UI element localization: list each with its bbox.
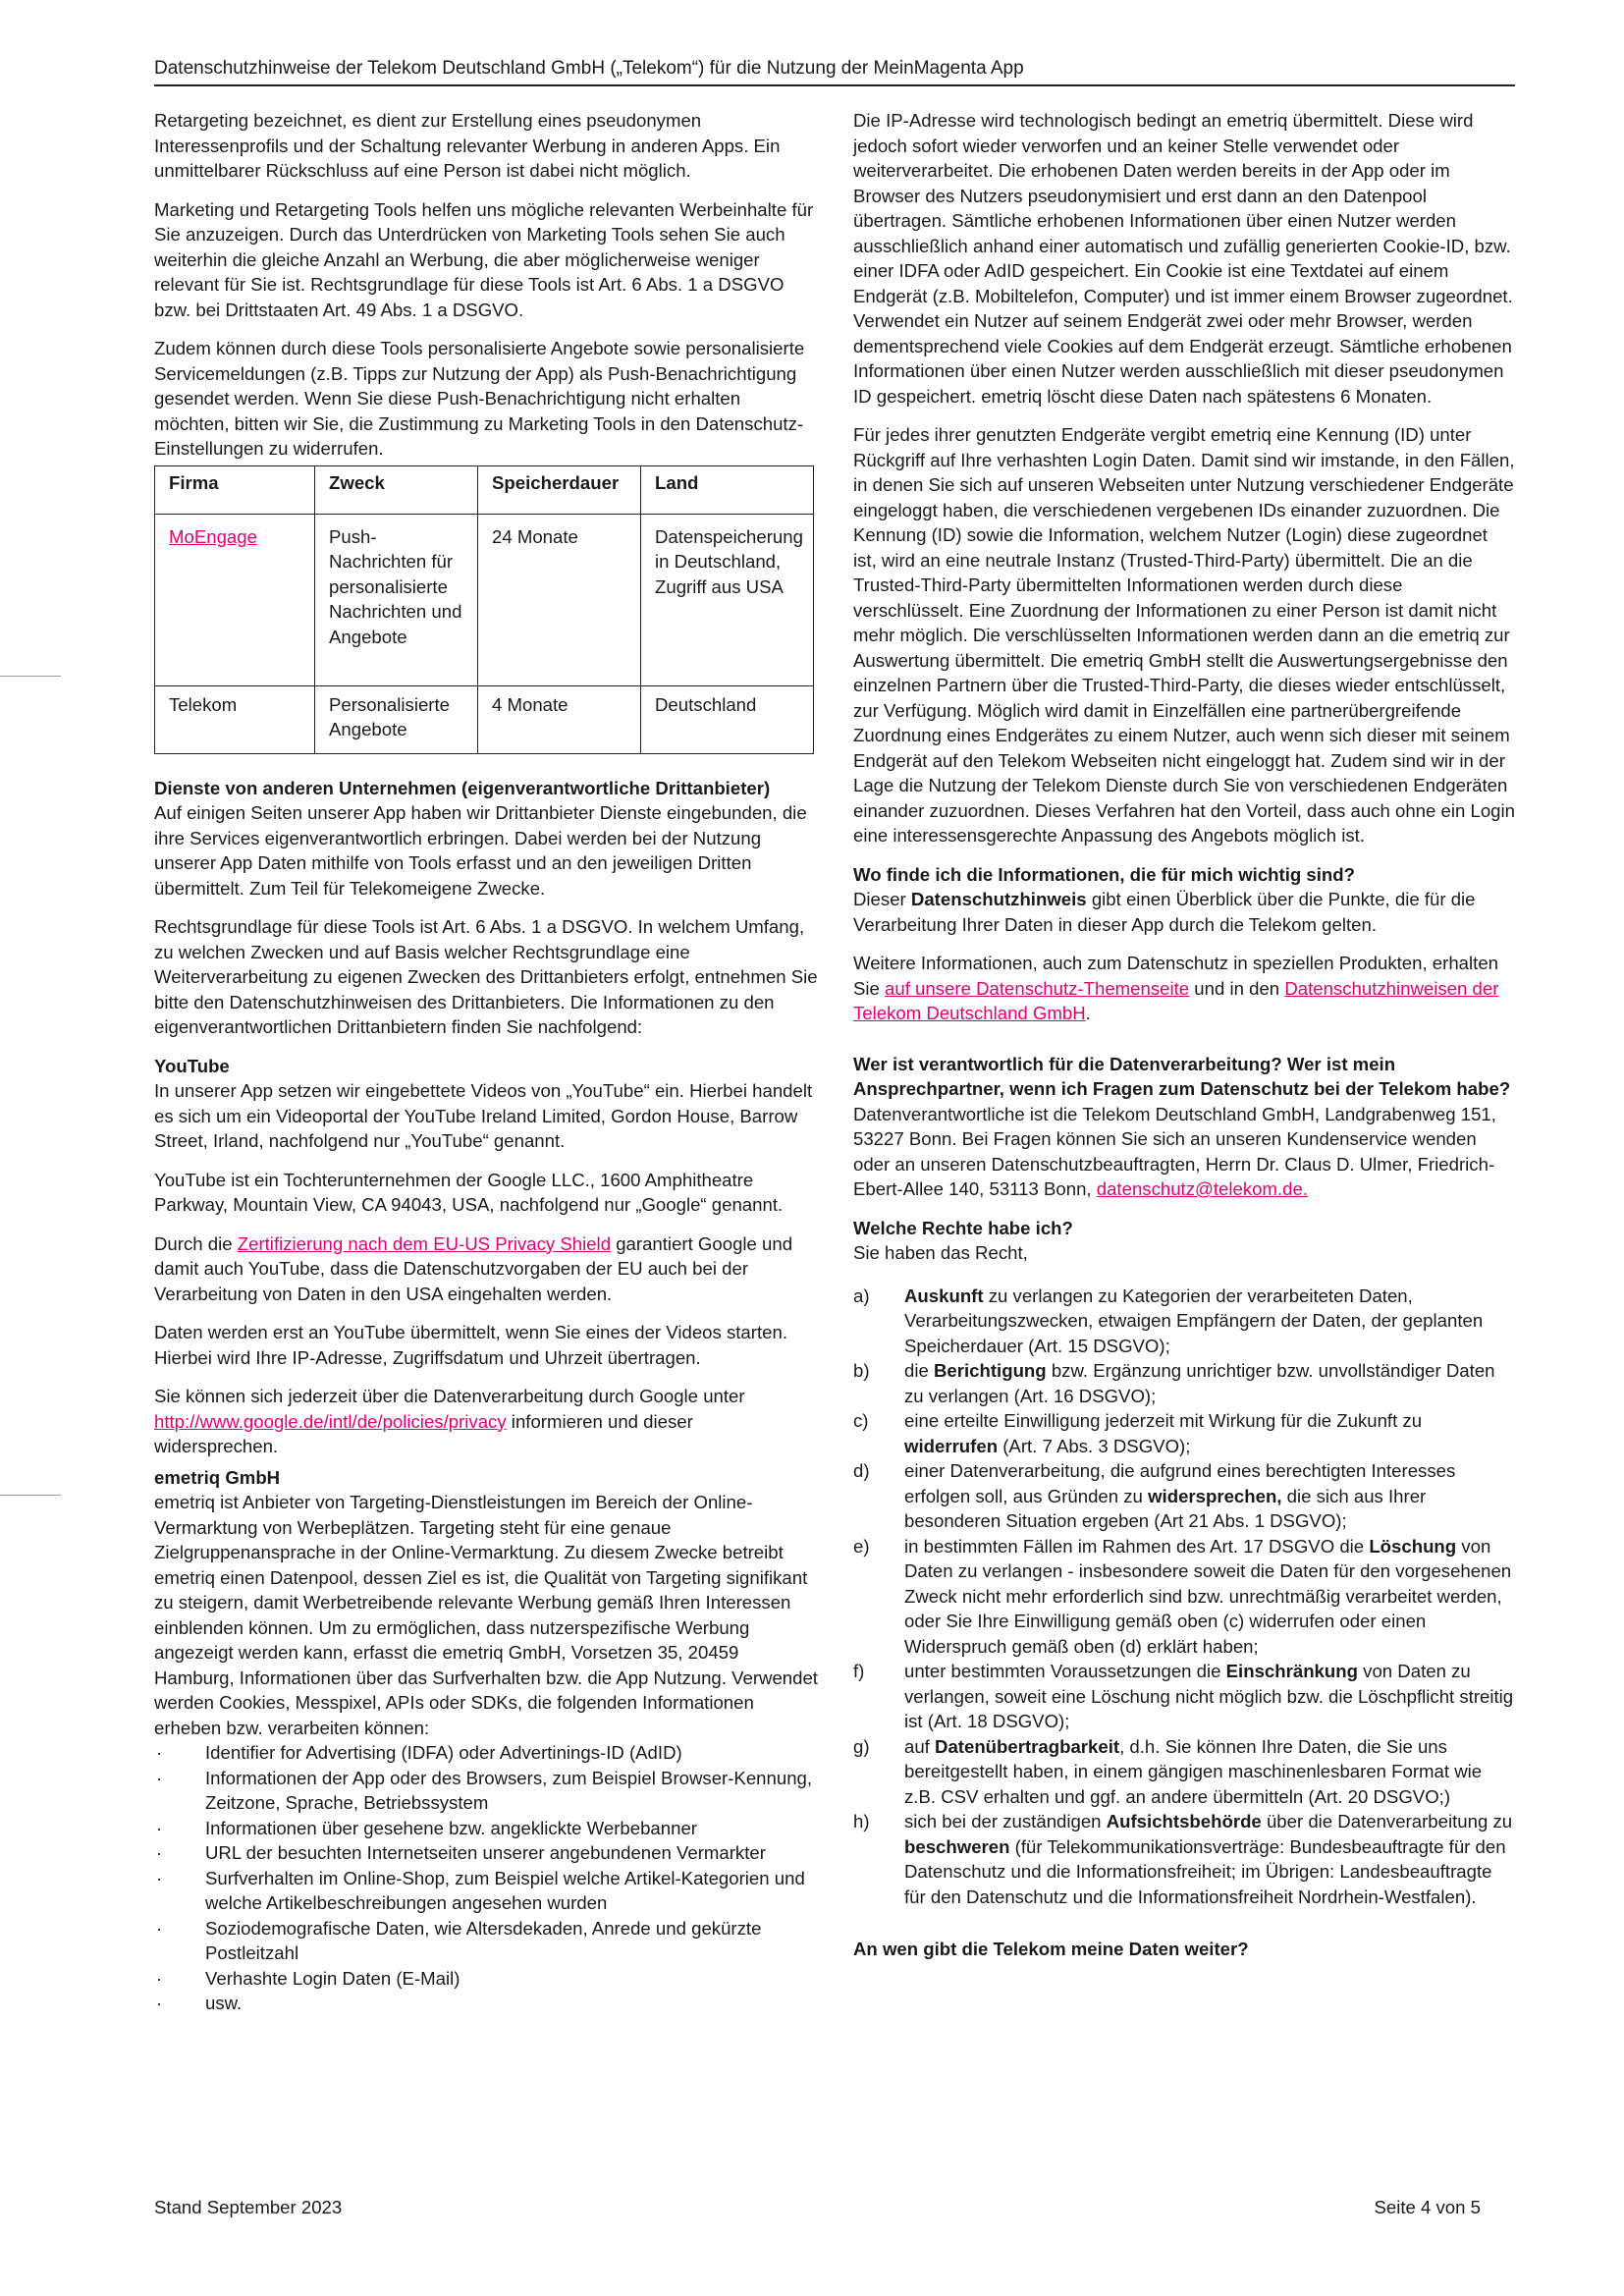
list-letter: g) bbox=[853, 1735, 870, 1757]
text: von Daten zu verlangen - insbesondere soweit die Daten für den vorgesehenen Zweck nicht mehr erforderlich sind bzw. unrechtmäßig verarbeitet werden, oder Sie Ihre Einwilligung gemäß oben (c) widerrufen oder einen Widerspruch gemäß oben (d) erklärt haben; bbox=[904, 1535, 1512, 1657]
table-cell: Personalisierte Angebote bbox=[315, 685, 478, 753]
list-item: · Surfverhalten im Online-Shop, zum Beispiel welche Artikel-Kategorien und welche Artikelbeschreibungen angesehen wurden bbox=[154, 1866, 818, 1916]
paragraph: Retargeting bezeichnet, es dient zur Erstellung eines pseudonymen Interessenprofils und der Schaltung relevanter Werbung in anderen Apps. Ein unmittelbarer Rückschluss auf eine Person ist dabei nicht möglich. bbox=[154, 110, 781, 181]
paragraph: emetriq ist Anbieter von Targeting-Dienstleistungen im Bereich der Online-Vermarktung von Werbeplätzen. Targeting steht für eine genaue Zielgruppenansprache in der Online-Vermarktung. Zu diesem Zwecke betreibt emetriq einen Datenpool, dessen Ziel es ist, die Qualität von Targeting signifikant zu steigern, damit Werbetreibende relevante Werbung gemäß Ihren Interessen einblenden können. Um zu ermöglichen, dass nutzerspezifische Werbung angezeigt werden kann, erfasst die emetriq GmbH, Vorsetzen 35, 20459 Hamburg, Informationen über das Surfverhalten bzw. die App Nutzung. Verwendet werden Cookies, Messpixel, APIs oder SDKs, die folgenden Informationen erheben bzw. verarbeiten können: bbox=[154, 1492, 818, 1738]
text: Weitere Informationen, auch zum Datenschutz in speziellen Produkten, erhalten Sie bbox=[853, 953, 1499, 999]
table-header-row bbox=[155, 465, 814, 514]
privacy-shield-link[interactable]: Zertifizierung nach dem EU-US Privacy Shield bbox=[237, 1232, 612, 1254]
table-cell: Push-Nachrichten für personalisierte Nachrichten und Angebote bbox=[315, 514, 478, 685]
paragraph: YouTube ist ein Tochterunternehmen der Google LLC., 1600 Amphitheatre Parkway, Mountain View, CA 94043, USA, nachfolgend nur „Google“ genannt. bbox=[154, 1169, 784, 1215]
page-header: Datenschutzhinweise der Telekom Deutschland GmbH („Telekom“) für die Nutzung der MeinMagenta App bbox=[154, 57, 1515, 86]
bold-text: Löschung bbox=[1369, 1535, 1457, 1557]
list-item: · Informationen der App oder des Browsers, zum Beispiel Browser-Kennung, Zeitzone, Sprache, Betriebssystem bbox=[154, 1766, 818, 1816]
paragraph: Die IP-Adresse wird technologisch bedingt an emetriq übermittelt. Diese wird jedoch sofort wieder verworfen und an keiner Stelle verwendet oder weiterverarbeitet. Die erhobenen Daten werden bereits in der App oder im Browser des Nutzers pseudonymisiert und erst dann an den Datenpool übertragen. Sämtliche erhobenen Informationen über einen Nutzer werden ausschließlich anhand einer automatisch und zufällig generierten Cookie-ID, bzw. einer IDFA oder AdID gespeichert. Ein Cookie ist eine Textdatei auf einem Endgerät (z.B. Mobiltelefon, Computer) und ist immer einem Browser zugeordnet. Verwendet ein Nutzer auf seinem Endgerät zwei oder mehr Browser, werden dementsprechend viele Cookies auf dem Endgerät erzeugt. Sämtliche erhobenen Informationen über einen Nutzer werden ausschließlich mit dieser pseudonymen ID gespeichert. emetriq löscht diese Daten nach spätestens 6 Monaten. bbox=[853, 110, 1513, 407]
text: über die Datenverarbeitung zu bbox=[1261, 1811, 1513, 1831]
paragraph: Für jedes ihrer genutzten Endgeräte vergibt emetriq eine Kennung (ID) unter Rückgriff auf Ihre verhashten Login Daten. Damit sind wir imstande, in den Fällen, in denen Sie sich auf unseren Webseiten unter Nutzung verschiedener Endgeräte eingeloggt haben, die verschiedenen vergebenen IDs einander zuzuordnen. Die Kennung (ID) sowie die Information, welchem Nutzer (Login) diese zugeordnet ist, wird an eine neutrale Instanz (Trusted-Third-Party) übermittelt. Die an die Trusted-Third-Party übermittelten Informationen werden durch diese verschlüsselt. Eine Zuordnung der Informationen zu einer Person ist damit nicht mehr möglich. Die verschlüsselten Informationen werden dann an die emetriq zur Auswertung übermittelt. Die emetriq GmbH stellt die Auswertungsergebnisse den einzelnen Partnern über die Trusted-Third-Party, die dieses wieder entschlüsselt, zur Verfügung. Möglich wird damit in Einzelfällen eine partnerübergreifende Zuordnung eines Endgerätes zu einem Nutzer, auch wenn sich dieser mit seinem Endgerät auf den Telekom Webseiten nicht eingeloggt hat. Zudem sind wir in der Lage die Nutzung der Telekom Dienste durch Sie von verschiedenen Endgeräten einander zuzuordnen. Dieses Verfahren hat den Vorteil, dass auch ohne ein Login eine interessensgerechte Anpassung des Angebots möglich ist. bbox=[853, 424, 1515, 846]
right-column bbox=[853, 108, 1515, 1962]
footer-date: Stand September 2023 bbox=[154, 2197, 343, 2217]
datenschutzhinweise-link[interactable]: Datenschutzhinweisen der Telekom Deutschland GmbH bbox=[853, 977, 1499, 1023]
paragraph: Rechtsgrundlage für diese Tools ist Art. 6 Abs. 1 a DSGVO. In welchem Umfang, zu welchen Zwecken und auf Basis welcher Rechtsgrundlage eine Weiterverarbeitung zu eigenen Zwecken des Drittanbieters erfolgt, entnehmen Sie bitte den Datenschutzhinweisen des Drittanbieters. Die Informationen zu den eigenverantwortlichen Drittanbietern finden Sie nachfolgend: bbox=[154, 916, 818, 1037]
text: einer Datenverarbeitung, die aufgrund eines berechtigten Interesses erfolgen soll, aus Gründen zu bbox=[904, 1460, 1456, 1506]
list-item: · Identifier for Advertising (IDFA) oder Advertinings-ID (AdID) bbox=[154, 1740, 818, 1766]
table-cell: Deutschland bbox=[641, 685, 814, 753]
text: informieren und dieser widersprechen. bbox=[154, 1410, 693, 1456]
list-item: · Informationen über gesehene bzw. angeklickte Werbebanner bbox=[154, 1816, 818, 1841]
text: (für Telekommunikationsverträge: Bundesbeauftragte für den Datenschutz und die Informationsfreiheit; im Übrigen: Landesbeauftragte für den Datenschutz und die Informationsfreiheit Nordrhein-Westfalen). bbox=[904, 1835, 1506, 1907]
datenschutz-themenseite-link[interactable]: auf unsere Datenschutz-Themenseite bbox=[885, 977, 1190, 999]
table-header: Firma bbox=[155, 465, 315, 514]
text: zu verlangen zu Kategorien der verarbeiteten Daten, Verarbeitungszwecken, etwaigen Empfängern der Daten, der geplanten Speicherdauer (Art. 15 DSGVO); bbox=[904, 1285, 1484, 1356]
text: eine erteilte Einwilligung jederzeit mit Wirkung für die Zukunft zu bbox=[904, 1410, 1423, 1431]
list-item: · Verhashte Login Daten (E-Mail) bbox=[154, 1966, 818, 1992]
bold-text: beschweren bbox=[904, 1835, 1010, 1857]
list-item: · URL der besuchten Internetseiten unserer angebundenen Vermarkter bbox=[154, 1840, 818, 1866]
list-letter: f) bbox=[853, 1661, 865, 1681]
text: bzw. Ergänzung unrichtiger bzw. unvollständiger Daten zu verlangen (Art. 16 DSGVO); bbox=[904, 1360, 1495, 1406]
tools-table bbox=[154, 465, 814, 754]
footer-page-number: Seite 4 von 5 bbox=[1374, 2197, 1481, 2217]
list-letter: b) bbox=[853, 1360, 870, 1381]
text: , d.h. Sie können Ihre Daten, die Sie uns bereitgestellt haben, in einem gängigen maschinenlesbaren Format wie z.B. CSV erhalten und ggf. an andere übermitteln (Art. 20 DSGVO;) bbox=[904, 1735, 1483, 1807]
list-item: · usw. bbox=[154, 1991, 818, 2016]
text: Durch die bbox=[154, 1232, 238, 1254]
left-column bbox=[154, 108, 818, 2016]
list-item bbox=[853, 1358, 1515, 1408]
bold-text: Datenschutzhinweis bbox=[910, 889, 1087, 909]
text: sich bei der zuständigen bbox=[904, 1811, 1107, 1831]
text: auf bbox=[904, 1735, 936, 1757]
section-heading: An wen gibt die Telekom meine Daten weiter? bbox=[853, 1939, 1249, 1959]
bold-text: Datenübertragbarkeit bbox=[935, 1735, 1120, 1757]
text: (Art. 7 Abs. 3 DSGVO); bbox=[998, 1435, 1191, 1456]
bullet-list bbox=[154, 1740, 818, 2016]
section-heading: emetriq GmbH bbox=[154, 1466, 281, 1488]
list-item bbox=[853, 1734, 1515, 1810]
table-header: Zweck bbox=[315, 465, 478, 514]
text: garantiert Google und damit auch YouTube, dass die Datenschutzvorgaben der EU auch bei der Verarbeitung von Daten in den USA eingehalten werden. bbox=[154, 1232, 793, 1304]
text: und in den bbox=[1189, 977, 1285, 999]
paragraph: In unserer App setzen wir eingebettete Videos von „YouTube“ ein. Hierbei handelt es sich um ein Videoportal der YouTube Ireland Limited, Gordon House, Barrow Street, Irland, nachfolgend nur „YouTube“ genannt. bbox=[154, 1080, 813, 1151]
text: Sie können sich jederzeit über die Datenverarbeitung durch Google unter bbox=[154, 1386, 745, 1406]
paragraph bbox=[154, 1231, 818, 1307]
bold-text: widerrufen bbox=[904, 1435, 999, 1456]
list-item: · Soziodemografische Daten, wie Altersdekaden, Anrede und gekürzte Postleitzahl bbox=[154, 1916, 818, 1966]
section-heading: Dienste von anderen Unternehmen (eigenverantwortliche Drittanbieter) bbox=[154, 777, 771, 798]
list-letter: a) bbox=[853, 1285, 870, 1306]
bold-text: Berichtigung bbox=[933, 1360, 1047, 1381]
table-cell: Datenspeicherung in Deutschland, Zugriff aus USA bbox=[641, 514, 814, 685]
list-letter: h) bbox=[853, 1811, 870, 1831]
paragraph bbox=[853, 1102, 1515, 1202]
list-letter: d) bbox=[853, 1460, 870, 1481]
bold-text: Aufsichtsbehörde bbox=[1106, 1811, 1262, 1831]
paragraph: Marketing und Retargeting Tools helfen uns mögliche relevanten Werbeinhalte für Sie anzuzeigen. Durch das Unterdrücken von Marketing Tools sehen Sie auch weiterhin die gleiche Anzahl an Werbung, die aber möglicherweise weniger relevant für Sie ist. Rechtsgrundlage für diese Tools ist Art. 6 Abs. 1 a DSGVO bzw. bei Drittstaaten Art. 49 Abs. 1 a DSGVO. bbox=[154, 198, 814, 320]
margin-tick bbox=[0, 1495, 61, 1496]
rights-list bbox=[853, 1284, 1515, 1910]
list-item bbox=[853, 1534, 1515, 1660]
section-heading: Wo finde ich die Informationen, die für mich wichtig sind? bbox=[853, 863, 1356, 885]
table-cell: 4 Monate bbox=[478, 685, 641, 753]
bold-text: Auskunft bbox=[904, 1285, 984, 1306]
table-cell: Telekom bbox=[155, 685, 315, 753]
list-item bbox=[853, 1809, 1515, 1909]
table-row bbox=[155, 514, 814, 685]
paragraph: Zudem können durch diese Tools personalisierte Angebote sowie personalisierte Servicemeldungen (z.B. Tipps zur Nutzung der App) als Push-Benachrichtigung gesendet werden. Wenn Sie diese Push-Benachrichtigung nicht erhalten möchten, bitten wir Sie, die Zustimmung zu Marketing Tools in den Datenschutz-Einstellungen zu widerrufen. bbox=[154, 338, 805, 459]
email-link[interactable]: datenschutz@telekom.de. bbox=[1096, 1178, 1309, 1199]
bold-text: Einschränkung bbox=[1225, 1661, 1358, 1681]
list-item bbox=[853, 1408, 1515, 1458]
table-cell bbox=[155, 514, 315, 685]
section-heading: Wer ist verantwortlich für die Datenverarbeitung? Wer ist mein Ansprechpartner, wenn ich Fragen zum Datenschutz bei der Telekom habe? bbox=[853, 1053, 1511, 1099]
list-item bbox=[853, 1284, 1515, 1359]
text: die bbox=[904, 1360, 934, 1381]
text: in bestimmten Fällen im Rahmen des Art. 17 DSGVO die bbox=[904, 1535, 1370, 1557]
text: unter bestimmten Voraussetzungen die bbox=[904, 1661, 1226, 1681]
list-letter: c) bbox=[853, 1410, 869, 1431]
google-privacy-link[interactable]: http://www.google.de/intl/de/policies/privacy bbox=[154, 1410, 507, 1432]
paragraph: Auf einigen Seiten unserer App haben wir Drittanbieter Dienste eingebunden, die ihre Services eigenverantwortlich erbringen. Dabei werden bei der Nutzung unserer App Daten mithilfe von Tools erfasst und an den jeweiligen Dritten übermittelt. Zum Teil für Telekomeigene Zwecke. bbox=[154, 802, 807, 899]
paragraph bbox=[154, 1384, 818, 1459]
text: . bbox=[1085, 1003, 1091, 1023]
paragraph bbox=[853, 887, 1515, 937]
paragraph bbox=[853, 951, 1515, 1026]
list-letter: e) bbox=[853, 1535, 870, 1557]
table-header: Land bbox=[641, 465, 814, 514]
table-row bbox=[155, 685, 814, 753]
moengage-link[interactable]: MoEngage bbox=[169, 525, 257, 547]
text: gibt einen Überblick über die Punkte, die für die Verarbeitung Ihrer Daten in dieser App durch die Telekom gelten. bbox=[853, 889, 1476, 935]
paragraph: Daten werden erst an YouTube übermittelt, wenn Sie eines der Videos starten. Hierbei wird Ihre IP-Adresse, Zugriffsdatum und Uhrzeit übertragen. bbox=[154, 1322, 787, 1368]
list-item bbox=[853, 1659, 1515, 1734]
table-header: Speicherdauer bbox=[478, 465, 641, 514]
list-item bbox=[853, 1458, 1515, 1534]
text: Datenverantwortliche ist die Telekom Deutschland GmbH, Landgrabenweg 151, 53227 Bonn. Bei Fragen können Sie sich an unseren Kundenservice wenden oder an unseren Datenschutzbeauftragten, Herrn Dr. Claus D. Ulmer, Friedrich-Ebert-Allee 140, 53113 Bonn, bbox=[853, 1103, 1496, 1199]
text: die sich aus Ihrer besonderen Situation ergeben (Art 21 Abs. 1 DSGVO); bbox=[904, 1485, 1427, 1531]
margin-tick bbox=[0, 676, 61, 677]
text: Dieser bbox=[853, 889, 911, 909]
paragraph: Sie haben das Recht, bbox=[853, 1242, 1028, 1263]
bold-text: widersprechen, bbox=[1148, 1485, 1282, 1506]
table-cell: 24 Monate bbox=[478, 514, 641, 685]
section-heading: YouTube bbox=[154, 1055, 230, 1076]
section-heading: Welche Rechte habe ich? bbox=[853, 1217, 1073, 1238]
text: von Daten zu verlangen, soweit eine Löschung nicht möglich bzw. die Löschpflicht streitig ist (Art. 18 DSGVO); bbox=[904, 1661, 1514, 1731]
